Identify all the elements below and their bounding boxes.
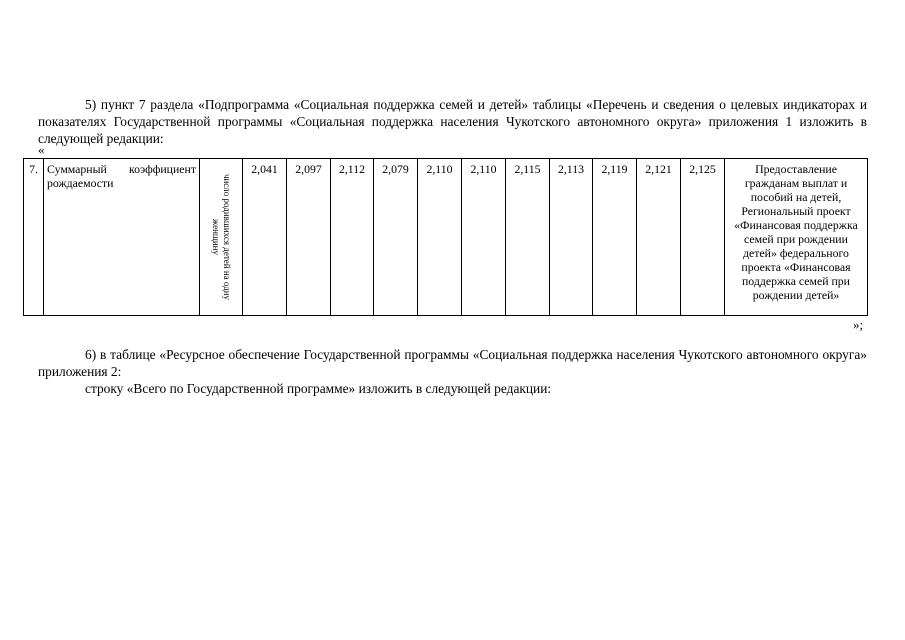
value-cell: 2,110 [462, 159, 506, 316]
indicator-name: Суммарный коэффициент рождаемости [44, 159, 200, 316]
value-cell: 2,121 [637, 159, 681, 316]
value-cell: 2,115 [506, 159, 550, 316]
value-cell: 2,125 [681, 159, 725, 316]
row-number: 7. [24, 159, 44, 316]
table-row [24, 159, 868, 316]
value-cell: 2,110 [418, 159, 462, 316]
value-cell: 2,097 [287, 159, 331, 316]
paragraph-6-instruction: строку «Всего по Государственной программе» изложить в следующей редакции: [85, 381, 552, 396]
measures-cell: Предоставление гражданам выплат и пособий на детей, Региональный проект «Финансовая поддержка семей при рождении детей» федерального проекта «Финансовая поддержка семей при рождении детей» [725, 159, 868, 316]
value-cell: 2,079 [374, 159, 418, 316]
closing-quote: »; [853, 317, 864, 332]
paragraph-5: 5) пункт 7 раздела «Подпрограмма «Социальная поддержка семей и детей» таблицы «Перечень и сведения о целевых индикаторах и показателях Государственной программы «Социальная поддержка населения Чукотского автономного округа» приложения 1 изложить в следующей редакции: [38, 97, 867, 146]
value-cell: 2,119 [593, 159, 637, 316]
value-cell: 2,112 [331, 159, 374, 316]
unit-cell [200, 159, 243, 316]
value-cell: 2,041 [243, 159, 287, 316]
indicator-table [23, 158, 868, 316]
unit-label: число родившихся детей на одну женщину [211, 173, 232, 301]
paragraph-6: 6) в таблице «Ресурсное обеспечение Государственной программы «Социальная поддержка населения Чукотского автономного округа» приложения 2: [38, 347, 867, 379]
value-cell: 2,113 [550, 159, 593, 316]
opening-quote: « [38, 142, 45, 157]
